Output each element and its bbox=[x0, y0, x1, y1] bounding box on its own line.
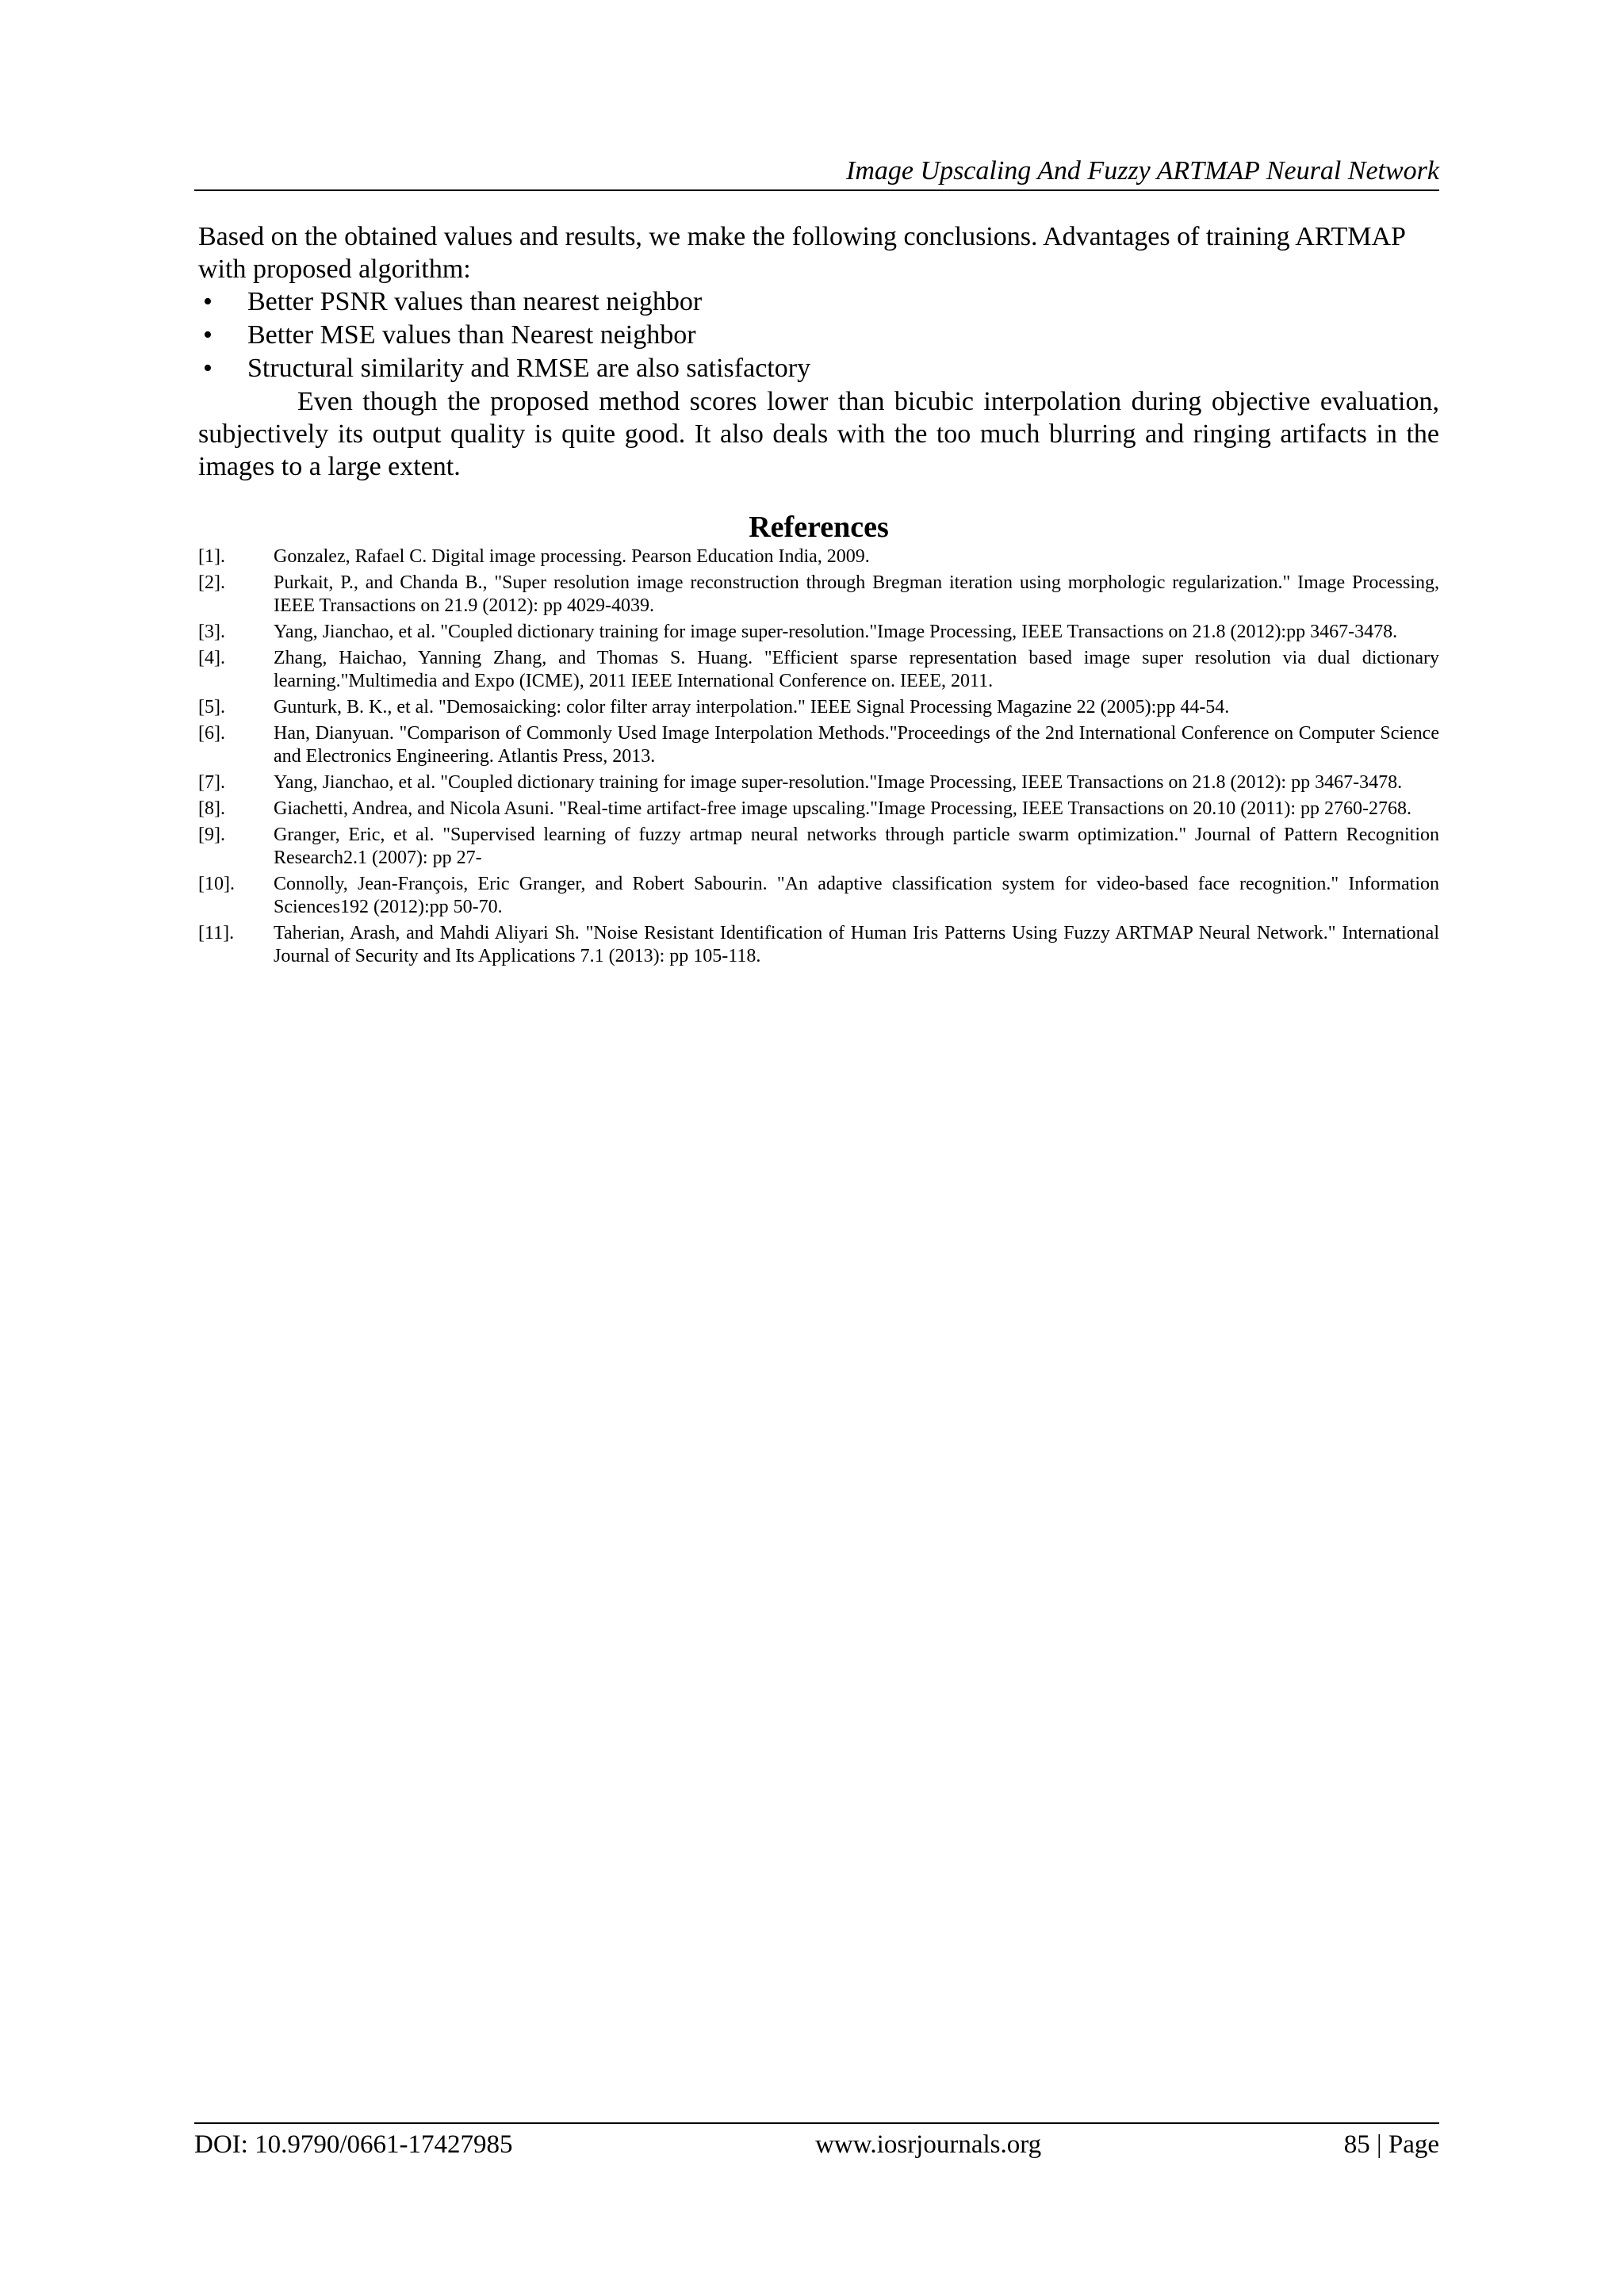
reference-item bbox=[198, 621, 1439, 644]
reference-text: Yang, Jianchao, et al. "Coupled dictionary training for image super-resolution."Image Processing, IEEE Transactions on 21.8 (2012): pp 3467-3478. bbox=[274, 772, 1403, 793]
list-item bbox=[198, 319, 1439, 352]
reference-text: Gunturk, B. K., et al. "Demosaicking: color filter array interpolation." IEEE Signal Processing Magazine 22 (2005):pp 44-54. bbox=[274, 697, 1230, 718]
running-header bbox=[194, 155, 1439, 191]
reference-item bbox=[198, 647, 1439, 693]
reference-number: [11]. bbox=[198, 923, 235, 943]
reference-item bbox=[198, 922, 1439, 968]
reference-item bbox=[198, 824, 1439, 870]
bullet-icon: • bbox=[203, 354, 213, 383]
journal-website: www.iosrjournals.org bbox=[815, 2130, 1042, 2159]
reference-number: [2]. bbox=[198, 572, 225, 593]
reference-item bbox=[198, 572, 1439, 618]
bullet-text: Better MSE values than Nearest neighbor bbox=[247, 320, 696, 350]
reference-text: Yang, Jianchao, et al. "Coupled dictionary training for image super-resolution."Image Processing, IEEE Transactions on 21.8 (2012):pp 3467-3478. bbox=[274, 622, 1398, 642]
reference-text: Granger, Eric, et al. "Supervised learning of fuzzy artmap neural networks through particle swarm optimization." Journal of Pattern Recognition Research2.1 (2007): pp 27- bbox=[274, 825, 1439, 868]
running-title: Image Upscaling And Fuzzy ARTMAP Neural Network bbox=[846, 156, 1439, 186]
reference-text: Taherian, Arash, and Mahdi Aliyari Sh. "Noise Resistant Identification of Human Iris Patterns Using Fuzzy ARTMAP Neural Network." International Journal of Security and Its Applications 7.1 (2013): pp 105-118. bbox=[274, 923, 1439, 966]
references-list bbox=[198, 545, 1439, 971]
bullet-text: Structural similarity and RMSE are also satisfactory bbox=[247, 354, 811, 383]
reference-text: Han, Dianyuan. "Comparison of Commonly Used Image Interpolation Methods."Proceedings of the 2nd International Conference on Computer Science and Electronics Engineering. Atlantis Press, 2013. bbox=[274, 723, 1439, 767]
conclusion-section bbox=[198, 220, 1439, 483]
intro-paragraph: Based on the obtained values and results, we make the following conclusions. Advantages of training ARTMAP with proposed algorithm: bbox=[198, 222, 1405, 284]
reference-item bbox=[198, 873, 1439, 919]
reference-item bbox=[198, 545, 1439, 568]
references-heading: References bbox=[749, 511, 889, 544]
reference-number: [9]. bbox=[198, 825, 225, 845]
reference-item bbox=[198, 798, 1439, 821]
reference-text: Zhang, Haichao, Yanning Zhang, and Thomas S. Huang. "Efficient sparse representation based image super resolution via dual dictionary learning."Multimedia and Expo (ICME), 2011 IEEE International Conference on. IEEE, 2011. bbox=[274, 648, 1439, 691]
list-item bbox=[198, 285, 1439, 319]
reference-number: [10]. bbox=[198, 874, 235, 894]
list-item bbox=[198, 352, 1439, 385]
page-footer bbox=[194, 2122, 1439, 2160]
bullet-icon: • bbox=[203, 287, 213, 316]
page-number: 85 | Page bbox=[1343, 2130, 1439, 2159]
advantages-list bbox=[198, 285, 1439, 385]
reference-text: Connolly, Jean-François, Eric Granger, and Robert Sabourin. "An adaptive classification system for video-based face recognition." Information Sciences192 (2012):pp 50-70. bbox=[274, 874, 1439, 917]
summary-paragraph: Even though the proposed method scores lower than bicubic interpolation during objective evaluation, subjectively its output quality is quite good. It also deals with the too much blurring and ringing artifacts in the images to a large extent. bbox=[198, 387, 1439, 481]
bullet-text: Better PSNR values than nearest neighbor bbox=[247, 287, 703, 316]
reference-text: Purkait, P., and Chanda B., "Super resolution image reconstruction through Bregman iteration using morphologic regularization." Image Processing, IEEE Transactions on 21.9 (2012): pp 4029-4039. bbox=[274, 572, 1439, 616]
doi-text: DOI: 10.9790/0661-17427985 bbox=[194, 2130, 513, 2159]
bullet-icon: • bbox=[203, 320, 213, 350]
reference-text: Giachetti, Andrea, and Nicola Asuni. "Real-time artifact-free image upscaling."Image Processing, IEEE Transactions on 20.10 (2011): pp 2760-2768. bbox=[274, 798, 1412, 819]
reference-number: [5]. bbox=[198, 697, 225, 718]
reference-number: [7]. bbox=[198, 772, 225, 793]
reference-number: [6]. bbox=[198, 723, 225, 744]
reference-number: [3]. bbox=[198, 622, 225, 642]
reference-item bbox=[198, 696, 1439, 719]
reference-item bbox=[198, 722, 1439, 768]
reference-number: [4]. bbox=[198, 648, 225, 668]
reference-number: [8]. bbox=[198, 798, 225, 819]
reference-text: Gonzalez, Rafael C. Digital image processing. Pearson Education India, 2009. bbox=[274, 546, 870, 567]
reference-item bbox=[198, 771, 1439, 794]
reference-number: [1]. bbox=[198, 546, 225, 567]
